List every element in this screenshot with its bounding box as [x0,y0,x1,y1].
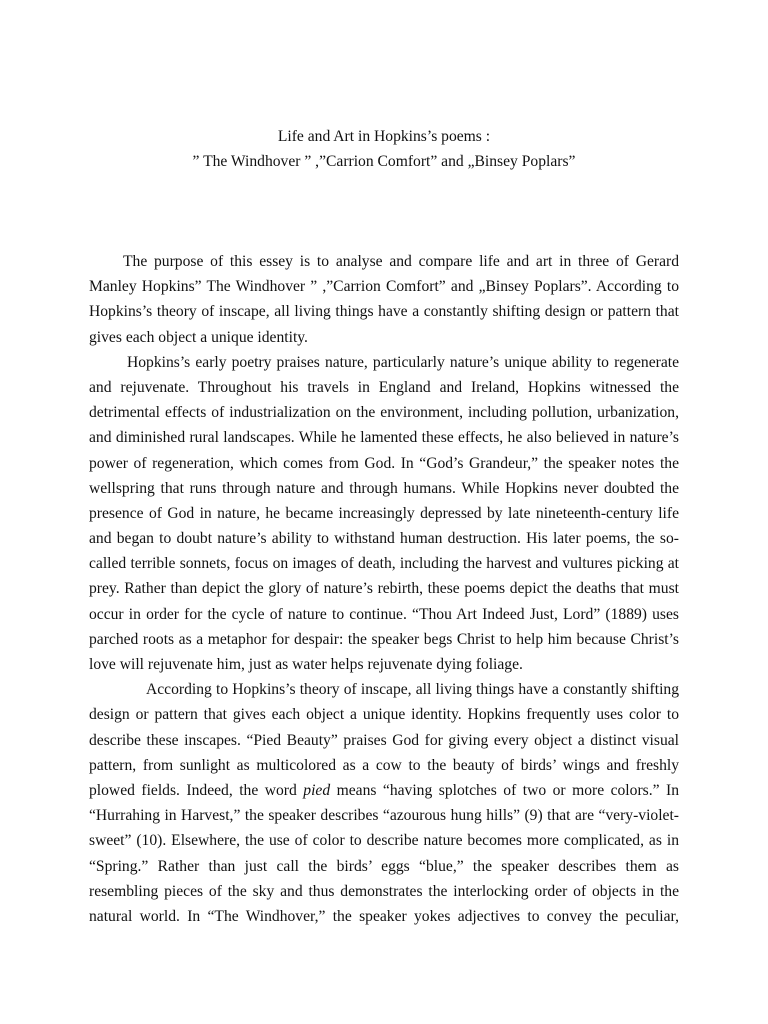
paragraph-2-line-10: prey. Rather than depict the glory of nature’s rebirth, these poems depict the deaths that must [89,580,679,598]
paragraph-2-line-1: Hopkins’s early poetry praises nature, particularly nature’s unique ability to regenerate [127,353,679,371]
paragraph-2-line-12: parched roots as a metaphor for despair: the speaker begs Christ to help him because Christ’s [89,630,679,648]
paragraph-1-line-2: Manley Hopkins” The Windhover ” ,”Carrion Comfort” and „Binsey Poplars”. According to [89,278,679,296]
paragraph-1-line-4: gives each object a unique identity. [89,328,308,346]
paragraph-2-line-3: detrimental effects of industrialization on the environment, including pollution, urbanization, [89,404,679,422]
paragraph-3-line-2: design or pattern that gives each object a unique identity. Hopkins frequently uses color to [89,706,679,724]
paragraph-2-line-13: love will rejuvenate him, just as water helps rejuvenate dying foliage. [89,656,523,673]
title-line-1: Life and Art in Hopkins’s poems : [277,128,491,145]
title-line-2: ” The Windhover ” ,”Carrion Comfort” and „Binsey Poplars” [192,153,576,170]
paragraph-2-line-5: power of regeneration, which comes from God. In “God’s Grandeur,” the speaker notes the [89,454,679,472]
paragraph-3-line-9: resembling pieces of the sky and thus demonstrates the interlocking order of objects in the [89,882,679,900]
pied-word: pied [303,781,331,799]
paragraph-2-line-4: and diminished rural landscapes. While he lamented these effects, he also believed in nature’s [89,429,679,447]
paragraph-1-line-1: The purpose of this essey is to analyse and compare life and art in three of Gerard [123,253,679,270]
paragraph-2-line-6: wellspring that runs through nature and through humans. While Hopkins never doubted the [89,479,679,497]
paragraph-1-line-3: Hopkins’s theory of inscape, all living things have a constantly shifting design or pattern that [89,303,679,321]
paragraph-3-line-8: “Spring.” Rather than just call the birds’ eggs “blue,” the speaker describes them as [89,857,679,875]
line-5-start: plowed fields. Indeed, the word [89,781,304,799]
paragraph-2-line-9: called terrible sonnets, focus on images of death, including the harvest and vultures picking at [89,555,679,573]
line-5-end: means “having splotches of two or more colors.” In [330,781,679,799]
paragraph-3-line-10: natural world. In “The Windhover,” the speaker yokes adjectives to convey the peculiar, [89,907,679,925]
essay-title [0,124,768,174]
paragraph-3-line-1: According to Hopkins’s theory of inscape, all living things have a constantly shifting [146,681,679,699]
paragraph-3-line-7: sweet” (10). Elsewhere, the use of color to describe nature becomes more complicated, as in [89,832,679,850]
paragraph-3-line-6: “Hurrahing in Harvest,” the speaker describes “azourous hung hills” (9) that are “very-violet- [89,807,679,825]
paragraph-3-line-5 [89,778,679,803]
paragraph-2-line-7: presence of God in nature, he became increasingly depressed by late nineteenth-century life [89,504,679,522]
paragraph-3-line-3: describe these inscapes. “Pied Beauty” praises God for giving every object a distinct visual [89,731,679,749]
paragraph-2-line-2: and rejuvenate. Throughout his travels in England and Ireland, Hopkins witnessed the [89,378,679,396]
essay-body [89,249,679,929]
paragraph-2-line-11: occur in order for the cycle of nature to continue. “Thou Art Indeed Just, Lord” (1889) uses [89,605,679,623]
paragraph-2-line-8: and began to doubt nature’s ability to withstand human destruction. His later poems, the so- [89,530,679,548]
paragraph-3-line-4: pattern, from sunlight as multicolored as a cow to the beauty of birds’ wings and freshly [89,756,679,774]
